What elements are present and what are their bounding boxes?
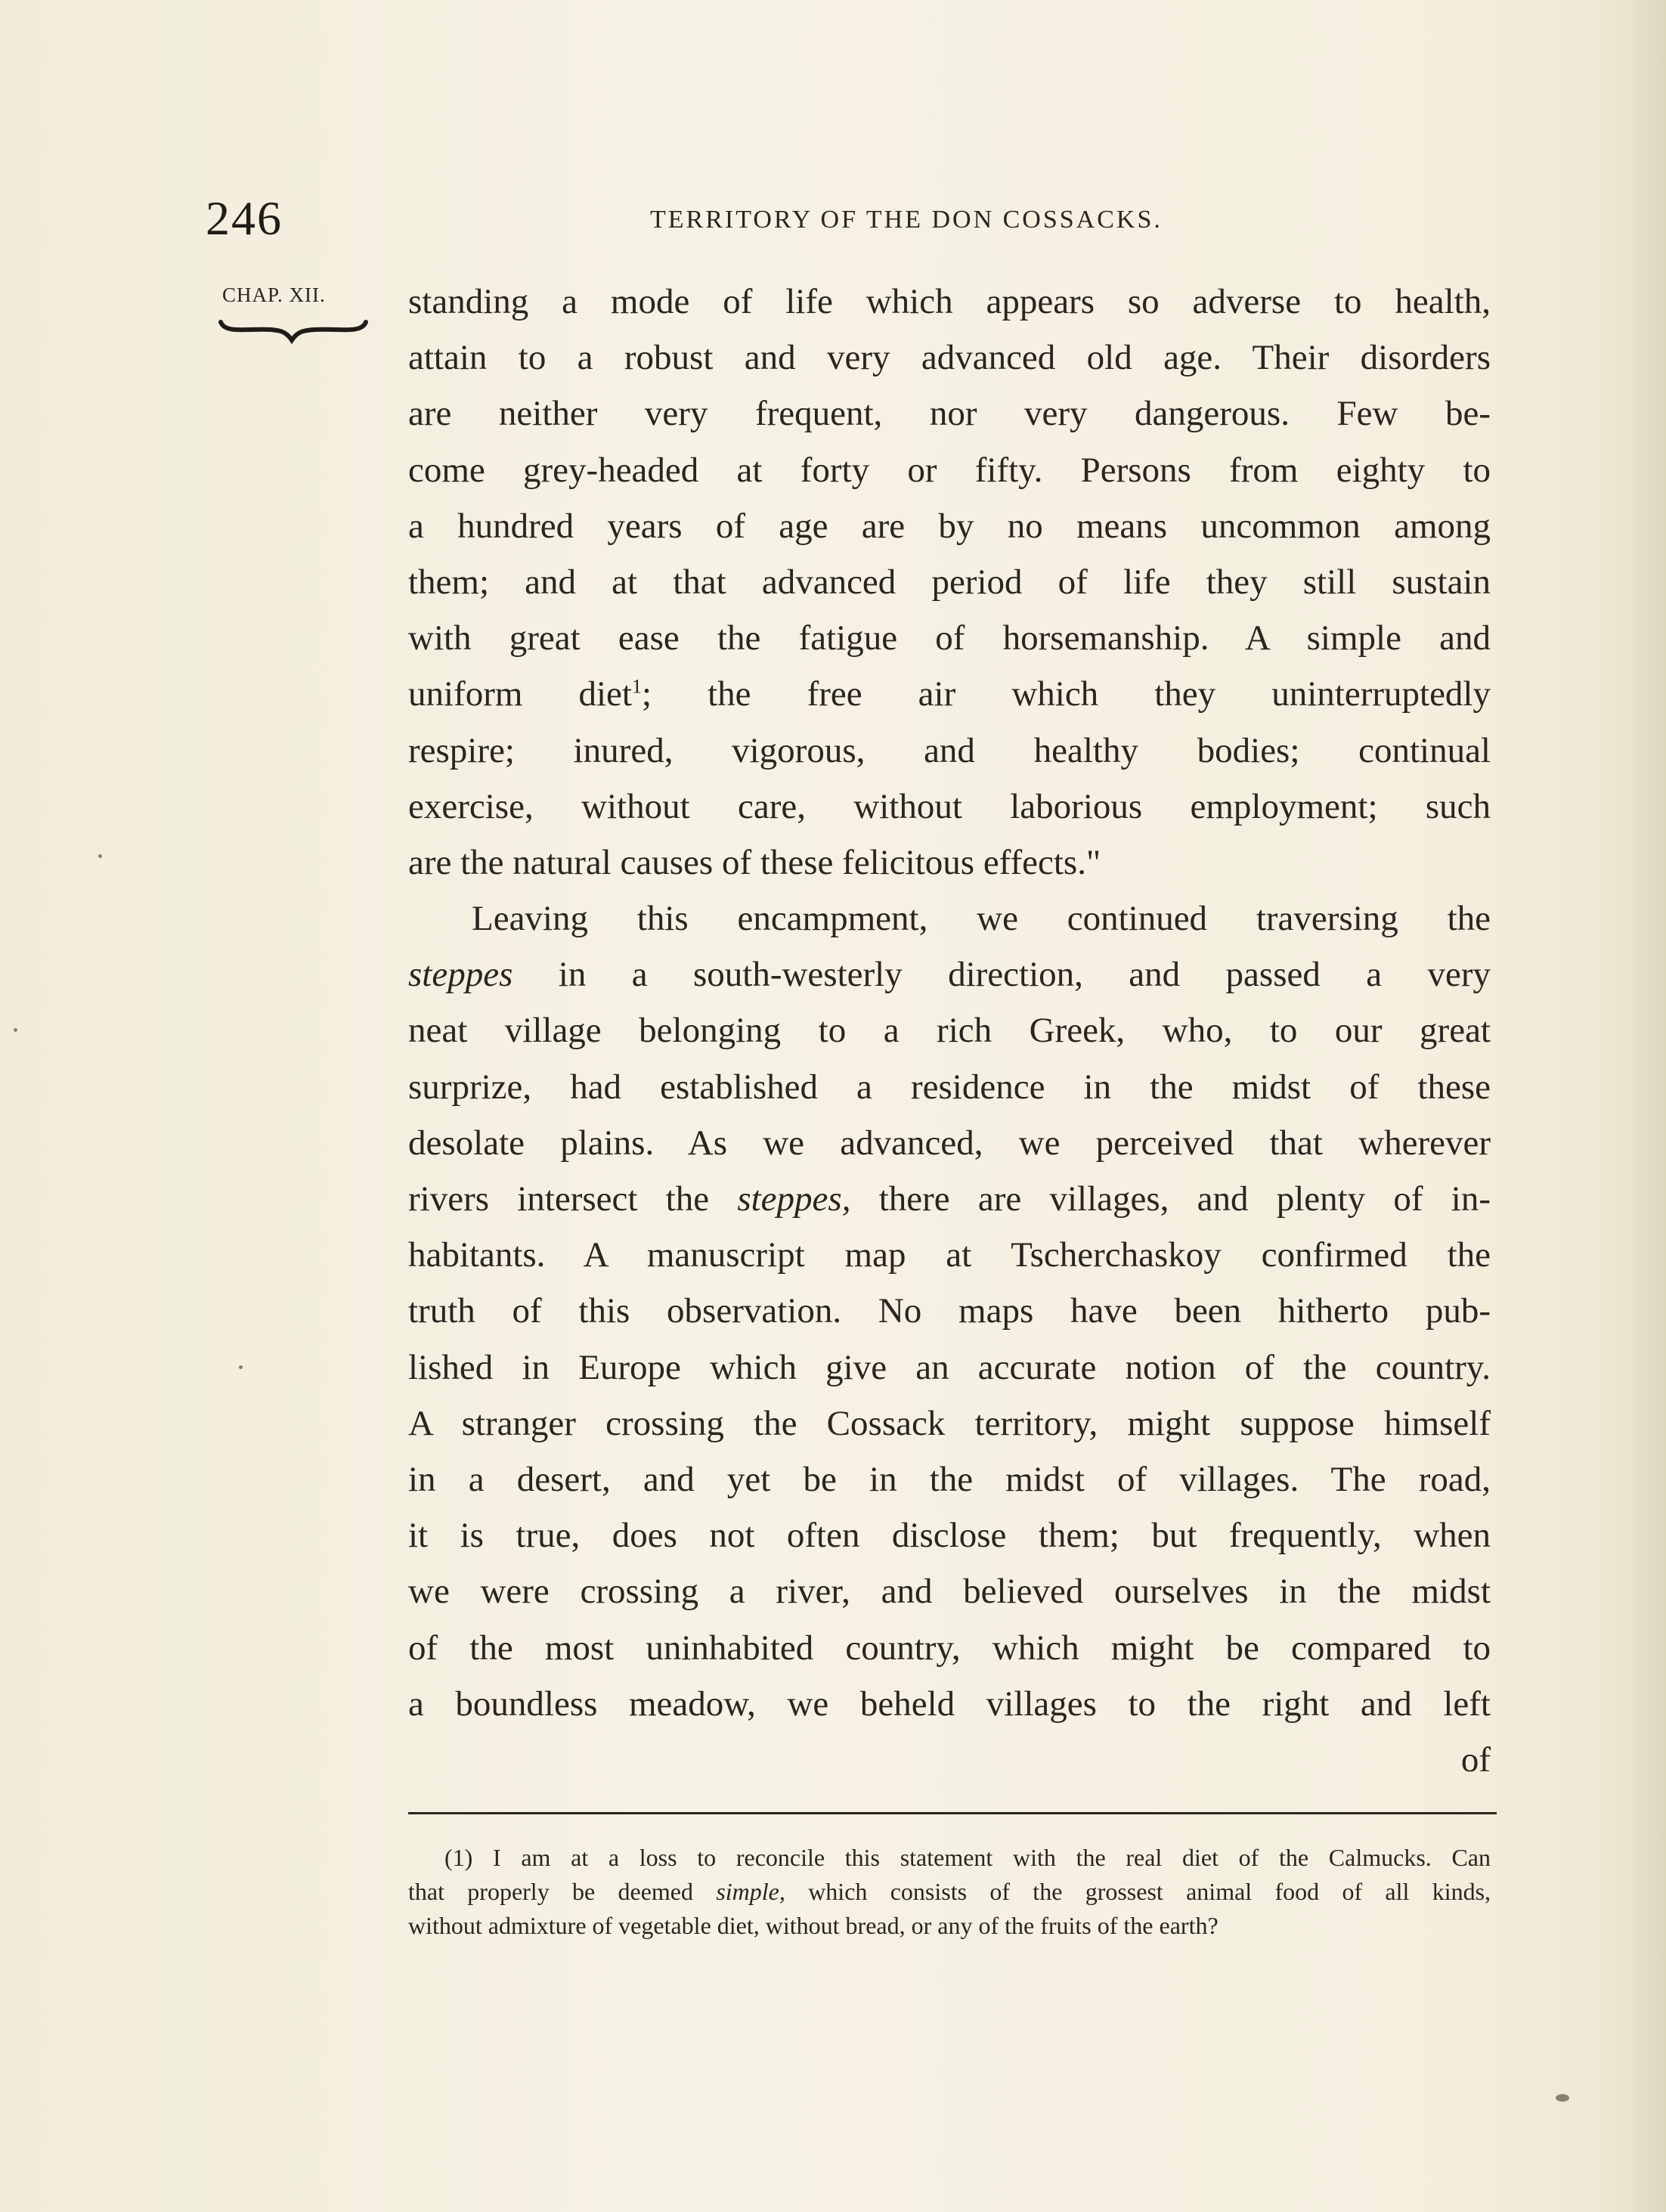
uniform-diet-text: uniform diet	[408, 674, 632, 714]
text-line: surprize, had established a residence in the midst of these	[408, 1067, 1491, 1107]
text-line: with great ease the fatigue of horsemanship. A simple and	[408, 618, 1491, 658]
footnote	[408, 1841, 1491, 1943]
text-line: come grey-headed at forty or fifty. Persons from eighty to	[408, 450, 1491, 490]
text-line: exercise, without care, without laborious employment; such	[408, 786, 1491, 826]
text-line: we were crossing a river, and believed ourselves in the midst	[408, 1572, 1491, 1612]
footnote-italic: simple,	[716, 1878, 785, 1905]
text-line: are the natural causes of these felicitous effects."	[408, 842, 1101, 882]
text-line: it is true, does not often disclose them; but frequently, when	[408, 1516, 1491, 1556]
paragraph-start-line: Leaving this encampment, we continued traversing the	[472, 899, 1491, 939]
body-text	[408, 274, 1491, 1788]
text-line: habitants. A manuscript map at Tscherchaskoy confirmed the	[408, 1235, 1491, 1275]
binding-shadow	[1613, 0, 1666, 2212]
text-line: desolate plains. As we advanced, we perceived that wherever	[408, 1123, 1491, 1163]
footnote-line: without admixture of vegetable diet, without bread, or any of the fruits of the earth?	[408, 1912, 1219, 1939]
text-line: in a desert, and yet be in the midst of villages. The road,	[408, 1459, 1491, 1499]
text-line: a hundred years of age are by no means uncommon among	[408, 506, 1491, 546]
text-line-rest: there are villages, and plenty of in-	[878, 1179, 1491, 1219]
text-line-rest: in a south-westerly direction, and passed a very	[558, 955, 1491, 995]
paper-speck	[239, 1365, 243, 1369]
footnote-line-text: I am at a loss to reconcile this statement with the real diet of the Calmucks. Can	[493, 1844, 1491, 1871]
footnote-marker: (1)	[444, 1844, 473, 1871]
text-line-with-italic	[408, 946, 1491, 1002]
paper-speck	[98, 854, 102, 858]
chapter-label: CHAP. XII.	[222, 283, 326, 306]
text-line: A stranger crossing the Cossack territory, might suppose himself	[408, 1403, 1491, 1443]
footnote-line	[408, 1875, 1491, 1909]
page-number: 246	[206, 191, 283, 245]
text-line: attain to a robust and very advanced old age. Their disorders	[408, 338, 1491, 378]
paper-speck	[1556, 2094, 1569, 2102]
footnote-text: that properly be deemed	[408, 1878, 694, 1905]
steppes-italic: steppes	[408, 955, 513, 995]
text-line: lished in Europe which give an accurate notion of the country.	[408, 1347, 1491, 1387]
text-line: neat village belonging to a rich Greek, who, to our great	[408, 1011, 1491, 1051]
text-line-rest: the free air which they uninterruptedly	[708, 674, 1491, 714]
steppes-italic: steppes,	[737, 1179, 851, 1219]
text-line: truth of this observation. No maps have been hitherto pub-	[408, 1291, 1491, 1331]
footnote-rule	[408, 1812, 1497, 1814]
text-line: a boundless meadow, we beheld villages to the right and left	[408, 1684, 1491, 1724]
rivers-intersect-text: rivers intersect the	[408, 1179, 710, 1219]
text-line: are neither very frequent, nor very dangerous. Few be-	[408, 394, 1491, 434]
footnote-line	[408, 1841, 1491, 1875]
text-line-with-italic	[408, 1171, 1491, 1227]
semicolon-text: ;	[641, 674, 652, 714]
footnote-reference[interactable]: 1	[631, 675, 642, 698]
footnote-text: which consists of the grossest animal food of all kinds,	[808, 1878, 1491, 1905]
text-line: them; and at that advanced period of life they still sustain	[408, 562, 1491, 602]
text-line-with-footnote-ref	[408, 666, 1491, 722]
chapter-brace-ornament	[218, 318, 369, 346]
running-head: TERRITORY OF THE DON COSSACKS.	[650, 206, 1163, 234]
catchword: of	[1460, 1740, 1491, 1780]
paper-speck	[14, 1028, 17, 1032]
text-line: standing a mode of life which appears so adverse to health,	[408, 282, 1491, 321]
text-line: of the most uninhabited country, which might be compared to	[408, 1628, 1491, 1668]
text-line: respire; inured, vigorous, and healthy bodies; continual	[408, 730, 1491, 770]
